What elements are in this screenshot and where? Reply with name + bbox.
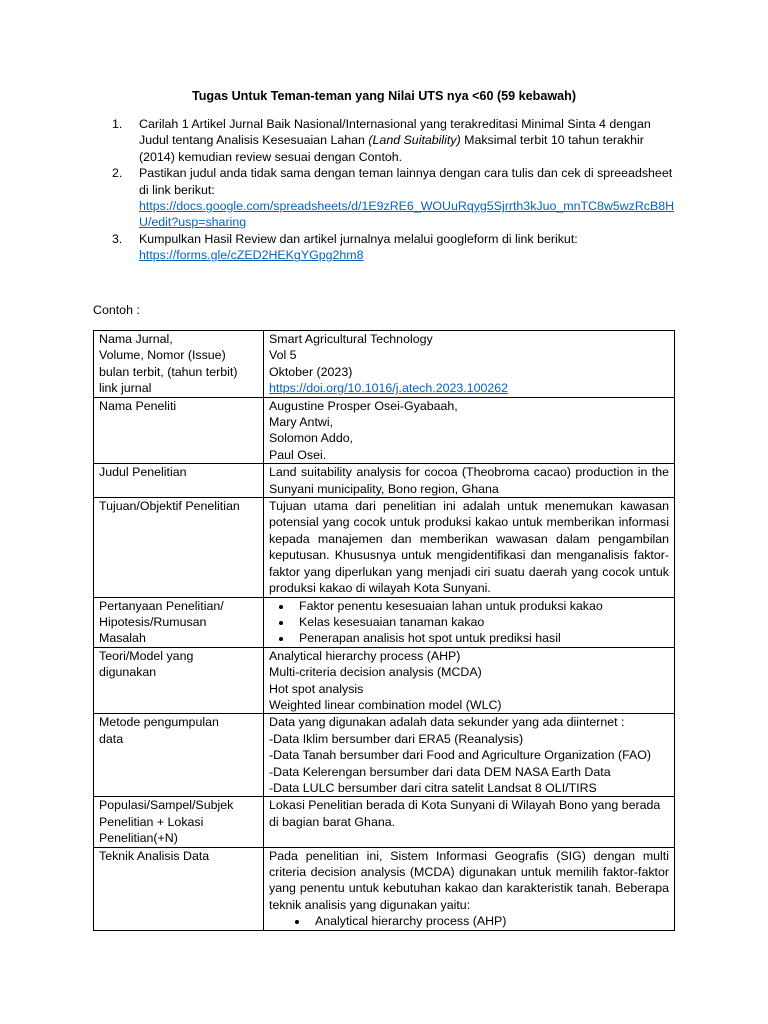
instruction-item	[112, 231, 678, 264]
row-value	[264, 597, 675, 647]
item-number: 1.	[112, 117, 123, 131]
row-label: Populasi/Sampel/Subjek Penelitian + Lokasi Penelitian(+N)	[94, 797, 264, 847]
list-item: -Data Tanah bersumber dari Food and Agriculture Organization (FAO)	[269, 748, 652, 763]
row-value	[264, 331, 675, 398]
table-row	[94, 331, 675, 398]
row-label: Nama Peneliti	[94, 397, 264, 464]
table-row	[94, 397, 675, 464]
table-row	[94, 847, 675, 930]
table-row	[94, 597, 675, 647]
instruction-text-end: Maksimal terbit 10 tahun terakhir (2014) kemudian review sesuai dengan Contoh.	[139, 133, 644, 164]
item-number: 3.	[112, 231, 123, 246]
bullet-list	[269, 598, 669, 647]
row-label: Metode pengumpulan data	[94, 714, 264, 797]
row-value: Tujuan utama dari penelitian ini adalah untuk menemukan kawasan potensial yang cocok untuk produksi kakao untuk memberikan informasi kepada manajemen dan memberikan wawasan dalam pengambilan keputusan. Khususnya untuk mengidentifikasi dan menganalisis faktor-faktor yang diperlukan yang menjadi ciri suatu daerah yang cocok untuk produksi kakao di wilayah Kota Sunyani.	[264, 498, 675, 597]
row-label: Judul Penelitian	[94, 464, 264, 498]
journal-doi-link[interactable]: https://doi.org/10.1016/j.atech.2023.100262	[269, 381, 509, 396]
list-item: Analytical hierarchy process (AHP)	[269, 648, 461, 663]
row-value	[264, 714, 675, 797]
row-value	[264, 647, 675, 714]
row-label: Nama Jurnal, Volume, Nomor (Issue) bulan terbit, (tahun terbit) link jurnal	[94, 331, 264, 398]
instruction-text: Pastikan judul anda tidak sama dengan teman lainnya dengan cara tulis dan cek di spreeadsheet di link berikut:	[139, 166, 673, 197]
researcher-name: Paul Osei.	[269, 447, 327, 462]
instruction-text: Carilah 1 Artikel Jurnal Baik Nasional/Internasional yang terakreditasi Minimal Sinta 4 dengan Judul tentang Analisis Kesesuaian Lahan	[139, 117, 651, 148]
table-row	[94, 647, 675, 714]
list-item: Data yang digunakan adalah data sekunder yang ada diinternet :	[269, 715, 625, 730]
list-item: -Data LULC bersumber dari citra satelit Landsat 8 OLI/TIRS	[269, 780, 597, 795]
page-title: Tugas Untuk Teman-teman yang Nilai UTS nya <60 (59 kebawah)	[191, 89, 577, 103]
list-item: Weighted linear combination model (WLC)	[269, 697, 502, 712]
table-row	[94, 464, 675, 498]
row-value	[264, 397, 675, 464]
list-item: Hot spot analysis	[269, 681, 364, 696]
row-value: Land suitability analysis for cocoa (Theobroma cacao) production in the Sunyani municipality, Bono region, Ghana	[264, 464, 675, 498]
list-item: • Penerapan analisis hot spot untuk prediksi hasil	[293, 630, 669, 646]
journal-volume: Vol 5	[269, 348, 297, 363]
journal-date: Oktober (2023)	[269, 364, 353, 379]
analysis-text: Pada penelitian ini, Sistem Informasi Geografis (SIG) dengan multi criteria decision analysis (MCDA) digunakan untuk memilih faktor-faktor yang penentu untuk kebutuhan kakao dan karakteristik tanah. Beberapa teknik analisis yang digunakan yaitu:	[269, 848, 669, 912]
journal-name: Smart Agricultural Technology	[269, 332, 433, 346]
researcher-name: Augustine Prosper Osei-Gyabaah,	[269, 398, 458, 413]
instruction-text: Kumpulkan Hasil Review dan artikel jurnalnya melalui googleform di link berikut:	[139, 231, 578, 246]
row-label: Teori/Model yang digunakan	[94, 647, 264, 714]
review-table	[93, 330, 675, 931]
instruction-item	[112, 165, 678, 231]
row-label: Teknik Analisis Data	[94, 847, 264, 930]
row-value: Lokasi Penelitian berada di Kota Sunyani di Wilayah Bono yang berada di bagian barat Ghana.	[264, 797, 675, 847]
instruction-list	[112, 116, 678, 264]
list-item: Multi-criteria decision analysis (MCDA)	[269, 665, 482, 680]
table-row	[94, 498, 675, 597]
bullet-list	[269, 913, 669, 929]
row-label: Tujuan/Objektif Penelitian	[94, 498, 264, 597]
list-item: • Faktor penentu kesesuaian lahan untuk produksi kakao	[293, 598, 669, 614]
researcher-name: Solomon Addo,	[269, 431, 354, 446]
instruction-item	[112, 116, 678, 165]
list-item: • Kelas kesesuaian tanaman kakao	[293, 614, 669, 630]
table-row	[94, 714, 675, 797]
spreadsheet-link[interactable]: https://docs.google.com/spreadsheets/d/1E9zRE6_WOUuRqyg5Sjrrth3kJuo_mnTC8w5wzRcB8HU/edit?usp=sharing	[139, 199, 675, 230]
example-label: Contoh :	[93, 303, 140, 317]
list-item: -Data Kelerengan bersumber dari data DEM NASA Earth Data	[269, 764, 611, 779]
row-value	[264, 847, 675, 930]
googleform-link[interactable]: https://forms.gle/cZED2HEKgYGpg2hm8	[139, 248, 364, 263]
instruction-italic-text: (Land Suitability)	[368, 133, 461, 148]
researcher-name: Mary Antwi,	[269, 415, 334, 430]
table-row	[94, 797, 675, 847]
list-item: -Data Iklim bersumber dari ERA5 (Reanalysis)	[269, 731, 524, 746]
item-number: 2.	[112, 166, 123, 181]
list-item: • Analytical hierarchy process (AHP)	[309, 913, 669, 929]
row-label: Pertanyaan Penelitian/ Hipotesis/Rumusan Masalah	[94, 597, 264, 647]
